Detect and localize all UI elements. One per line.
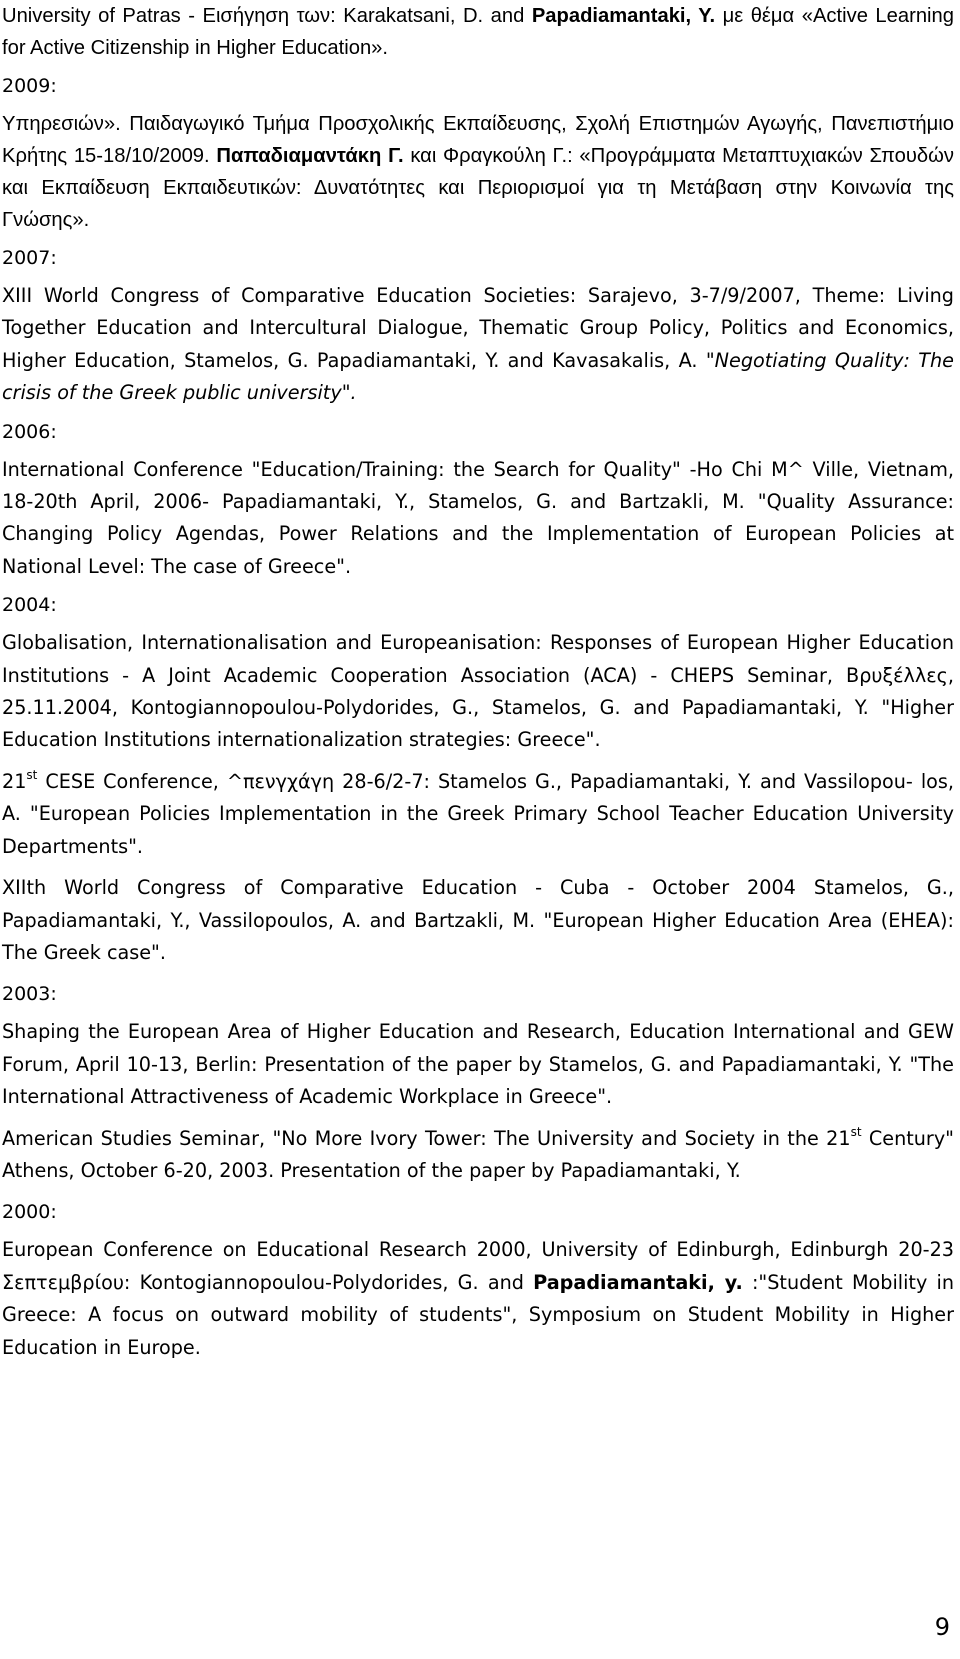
page-number: 9 <box>934 1613 950 1641</box>
author-bold: Papadiamantaki, y. <box>533 1270 743 1294</box>
year-heading-2009: 2009: <box>2 75 57 97</box>
entry-text: και Φραγκούλη Γ.: «Προγράμματα Μεταπτυχιακών Σπουδών και Εκπαίδευση Εκπαιδευτικών: Δυνατότητες και Περιορισμοί για τη Μετάβαση στην Κοινωνία της Γνώσης». <box>2 145 954 231</box>
entry-2004-globalisation: Globalisation, Internationalisation and Europeanisation: Responses of European Higher Education Institutions - A Joint Academic Cooperation Association (ACA) - CHEPS Seminar, Βρυξέλλες, 25.11.2004, Kontogiannopoulou-Polydorides, G., Stamelos, G. and Papadiamantaki, Y. "Higher Education Institutions internationalization strategies: Greece". <box>2 631 954 752</box>
entry-text: American Studies Seminar, "No More Ivory Tower: The University and Society in the 21 <box>2 1126 851 1150</box>
year-heading-2007: 2007: <box>2 247 57 269</box>
year-heading-2006: 2006: <box>2 420 57 443</box>
author-bold: Papadiamantaki, Y. <box>531 5 716 27</box>
entry-text: με θέμα «Active Learning for Active Citizenship in Higher Education». <box>2 5 954 59</box>
entry-2009 <box>2 108 954 236</box>
entry-2007 <box>2 280 954 410</box>
entry-text: European Conference on Educational Research 2000, University of Edinburgh, Edinburgh 20-23 Σεπτεμβρίου: Kontogiannopoulou-Polydorides, G. and <box>2 1238 954 1294</box>
entry-2006: International Conference "Education/Training: the Search for Quality" -Ho Chi M^ Ville, Vietnam, 18-20th April, 2006- Papadiamantaki, Y., Stamelos, G. and Bartzakli, M. "Quality Assurance: Changing Policy Agendas, Power Relations and the Implementation of European Policies at National Level: The case of Greece". <box>2 457 954 578</box>
ordinal-suffix: st <box>26 767 38 782</box>
entry-text: University of Patras - Εισήγηση των: Karakatsani, D. and <box>2 5 532 27</box>
entry-text: CESE Conference, ^πενγχάγη 28-6/2-7: Stamelos G., Papadiamantaki, Y. and Vassilopou- los, A. "European Policies Implementation in the Greek Primary School Teacher Education University Departments". <box>2 769 954 858</box>
entry-text: XIII World Congress of Comparative Education Societies: Sarajevo, 3-7/9/2007, Theme: Living Together Education and Intercultural Dialogue, Thematic Group Policy, Politics and Economics, Higher Education, Stamelos, G. Papadiamantaki, Y. and Kavasakalis, A. <box>2 284 954 372</box>
entry-text: :"Student Mobility in Greece: A focus on outward mobility of students", Symposium on Student Mobility in Higher Education in Europe. <box>2 1270 954 1359</box>
entry-2003-shaping: Shaping the European Area of Higher Education and Research, Education International and GEW Forum, April 10-13, Berlin: Presentation of the paper by Stamelos, G. and Papadiamantaki, Y. "The International Attractiveness of Academic Workplace in Greece". <box>2 1020 954 1109</box>
author-bold: Παπαδιαμαντάκη Γ. <box>216 145 404 167</box>
year-heading-2004: 2004: <box>2 594 57 617</box>
entry-2004-cese <box>2 766 954 863</box>
year-heading-2003: 2003: <box>2 983 57 1006</box>
entry-2004-cuba: XIIth World Congress of Comparative Education - Cuba - October 2004 Stamelos, G., Papadiamantaki, Y., Vassilopoulos, A. and Bartzakli, M. "European Higher Education Area (EHEA): The Greek case". <box>2 876 954 964</box>
entry-2010-continuation <box>2 0 954 64</box>
entry-2003-american-studies <box>2 1123 954 1188</box>
document-page <box>2 0 954 1364</box>
entry-text: Υπηρεσιών». Παιδαγωγικό Τμήμα Προσχολικής Εκπαίδευσης, Σχολή Επιστημών Αγωγής, Πανεπιστήμιο Κρήτης 15-18/10/2009. <box>2 113 954 167</box>
entry-2000 <box>2 1234 954 1364</box>
paper-title-italic: "Negotiating Quality: The crisis of the Greek public university". <box>2 348 954 405</box>
ordinal-number: 21 <box>2 769 27 793</box>
ordinal-suffix: st <box>850 1124 862 1139</box>
entry-text: Century" Athens, October 6-20, 2003. Presentation of the paper by Papadiamantaki, Y. <box>2 1126 954 1182</box>
year-heading-2000: 2000: <box>2 1201 57 1224</box>
